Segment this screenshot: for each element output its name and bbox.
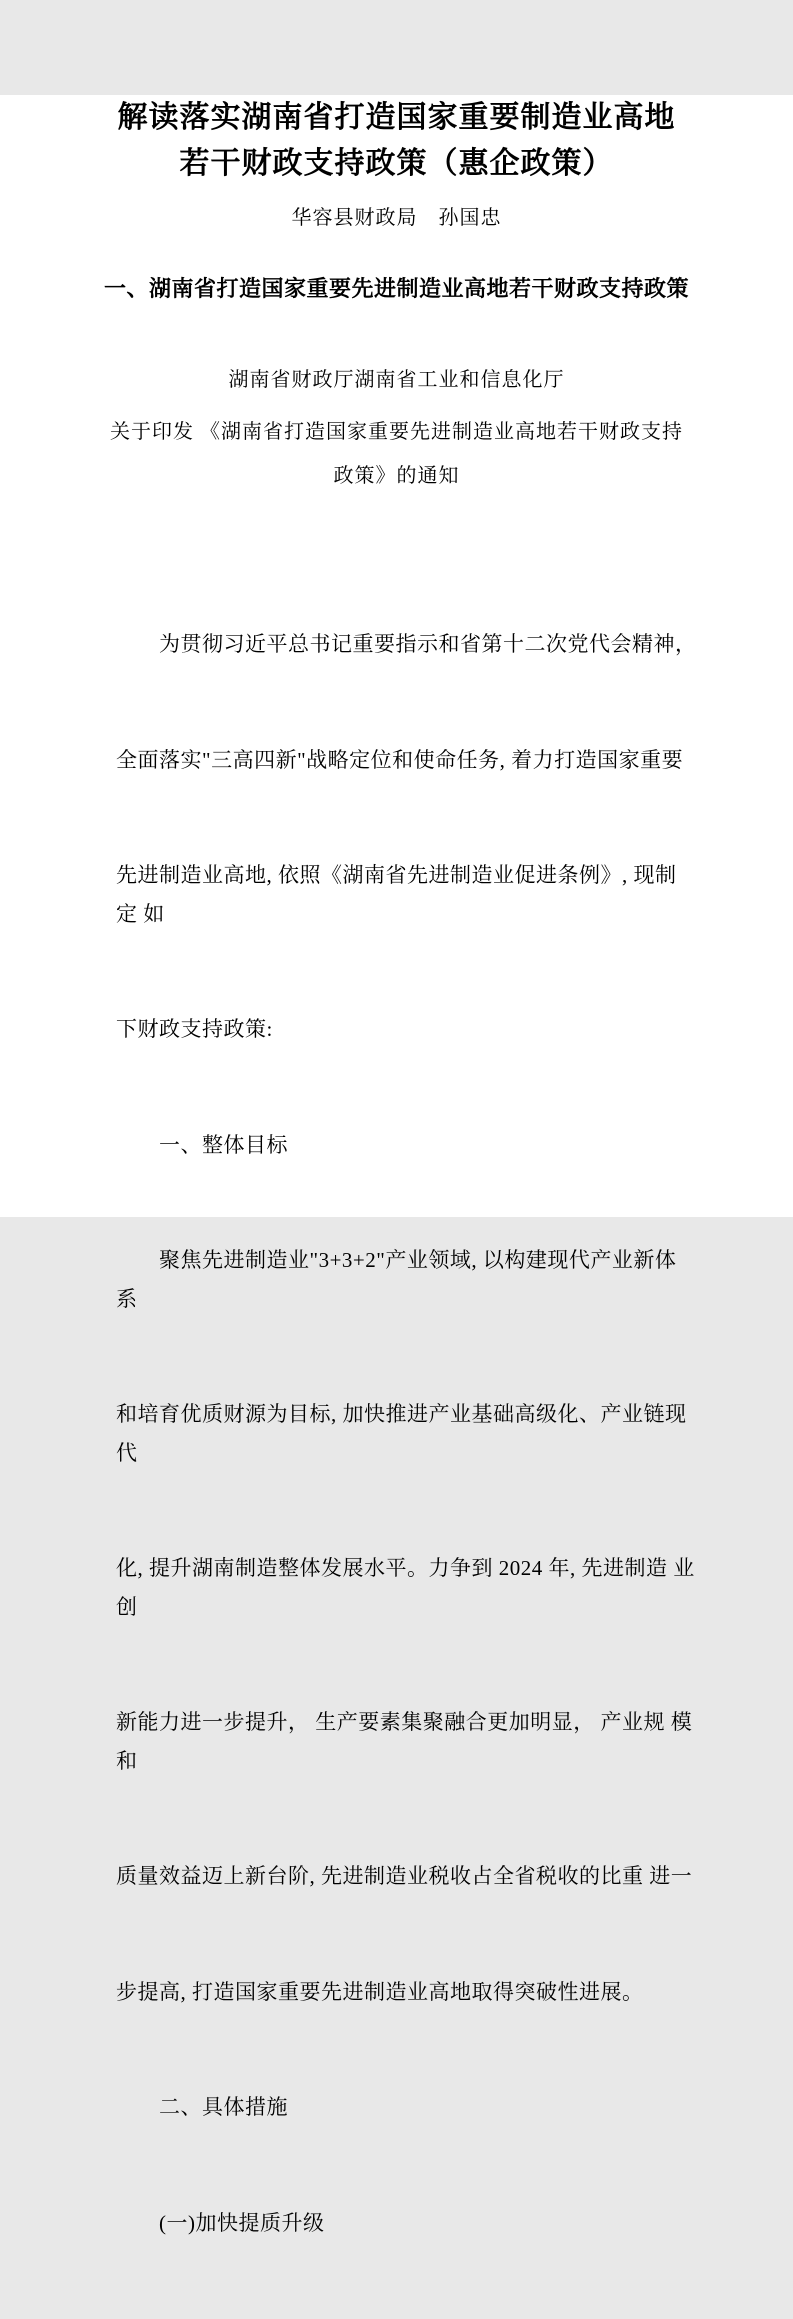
body-line: 化, 提升湖南制造整体发展水平。力争到 2024 年, 先进制造 业创 — [116, 1556, 695, 1619]
body-line: 全面落实"三高四新"战略定位和使命任务, 着力打造国家重要 — [116, 747, 684, 772]
issuing-agency-line: 湖南省财政厅湖南省工业和信息化厅 — [228, 369, 565, 391]
document-title-line-2: 若干财政支持政策（惠企政策） — [179, 147, 614, 180]
body-line: 聚焦先进制造业"3+3+2"产业领域, 以构建现代产业新体系 — [116, 1248, 677, 1311]
body-line: 步提高, 打造国家重要先进制造业高地取得突破性进展。 — [116, 1979, 644, 2004]
notice-title-line-2: 政策》的通知 — [333, 465, 460, 487]
notice-title — [0, 410, 793, 498]
section-heading: 一、湖南省打造国家重要先进制造业高地若干财政支持政策 — [103, 276, 689, 301]
body-line-subheading: 二、具体措施 — [116, 2095, 288, 2119]
body-line: 为贯彻习近平总书记重要指示和省第十二次党代会精神， — [116, 632, 697, 656]
body-line: 质量效益迈上新台阶, 先进制造业税收占全省税收的比重 进一 — [116, 1864, 693, 1888]
notice-title-line-1: 关于印发 《湖南省打造国家重要先进制造业高地若干财政支持 — [110, 421, 683, 443]
body-line: 先进制造业高地, 依照《湖南省先进制造业促进条例》, 现制定 如 — [116, 863, 677, 926]
body-line: 和培育优质财源为目标, 加快推进产业基础高级化、产业链现 代 — [116, 1402, 693, 1465]
body-line: 新能力进一步提升， 生产要素集聚融合更加明显， 产业规 模和 — [116, 1710, 693, 1773]
document-page — [0, 95, 793, 2235]
body-line-subheading: 一、整体目标 — [116, 1132, 288, 1157]
body-line-subheading: (一)加快提质升级 — [116, 2210, 325, 2235]
author-byline: 华容县财政局 孙国忠 — [291, 207, 502, 229]
document-title — [60, 95, 733, 187]
document-title-line-1: 解读落实湖南省打造国家重要制造业高地 — [117, 101, 676, 134]
body-line: 下财政支持政策: — [116, 1017, 273, 1041]
body-text — [116, 548, 697, 2319]
